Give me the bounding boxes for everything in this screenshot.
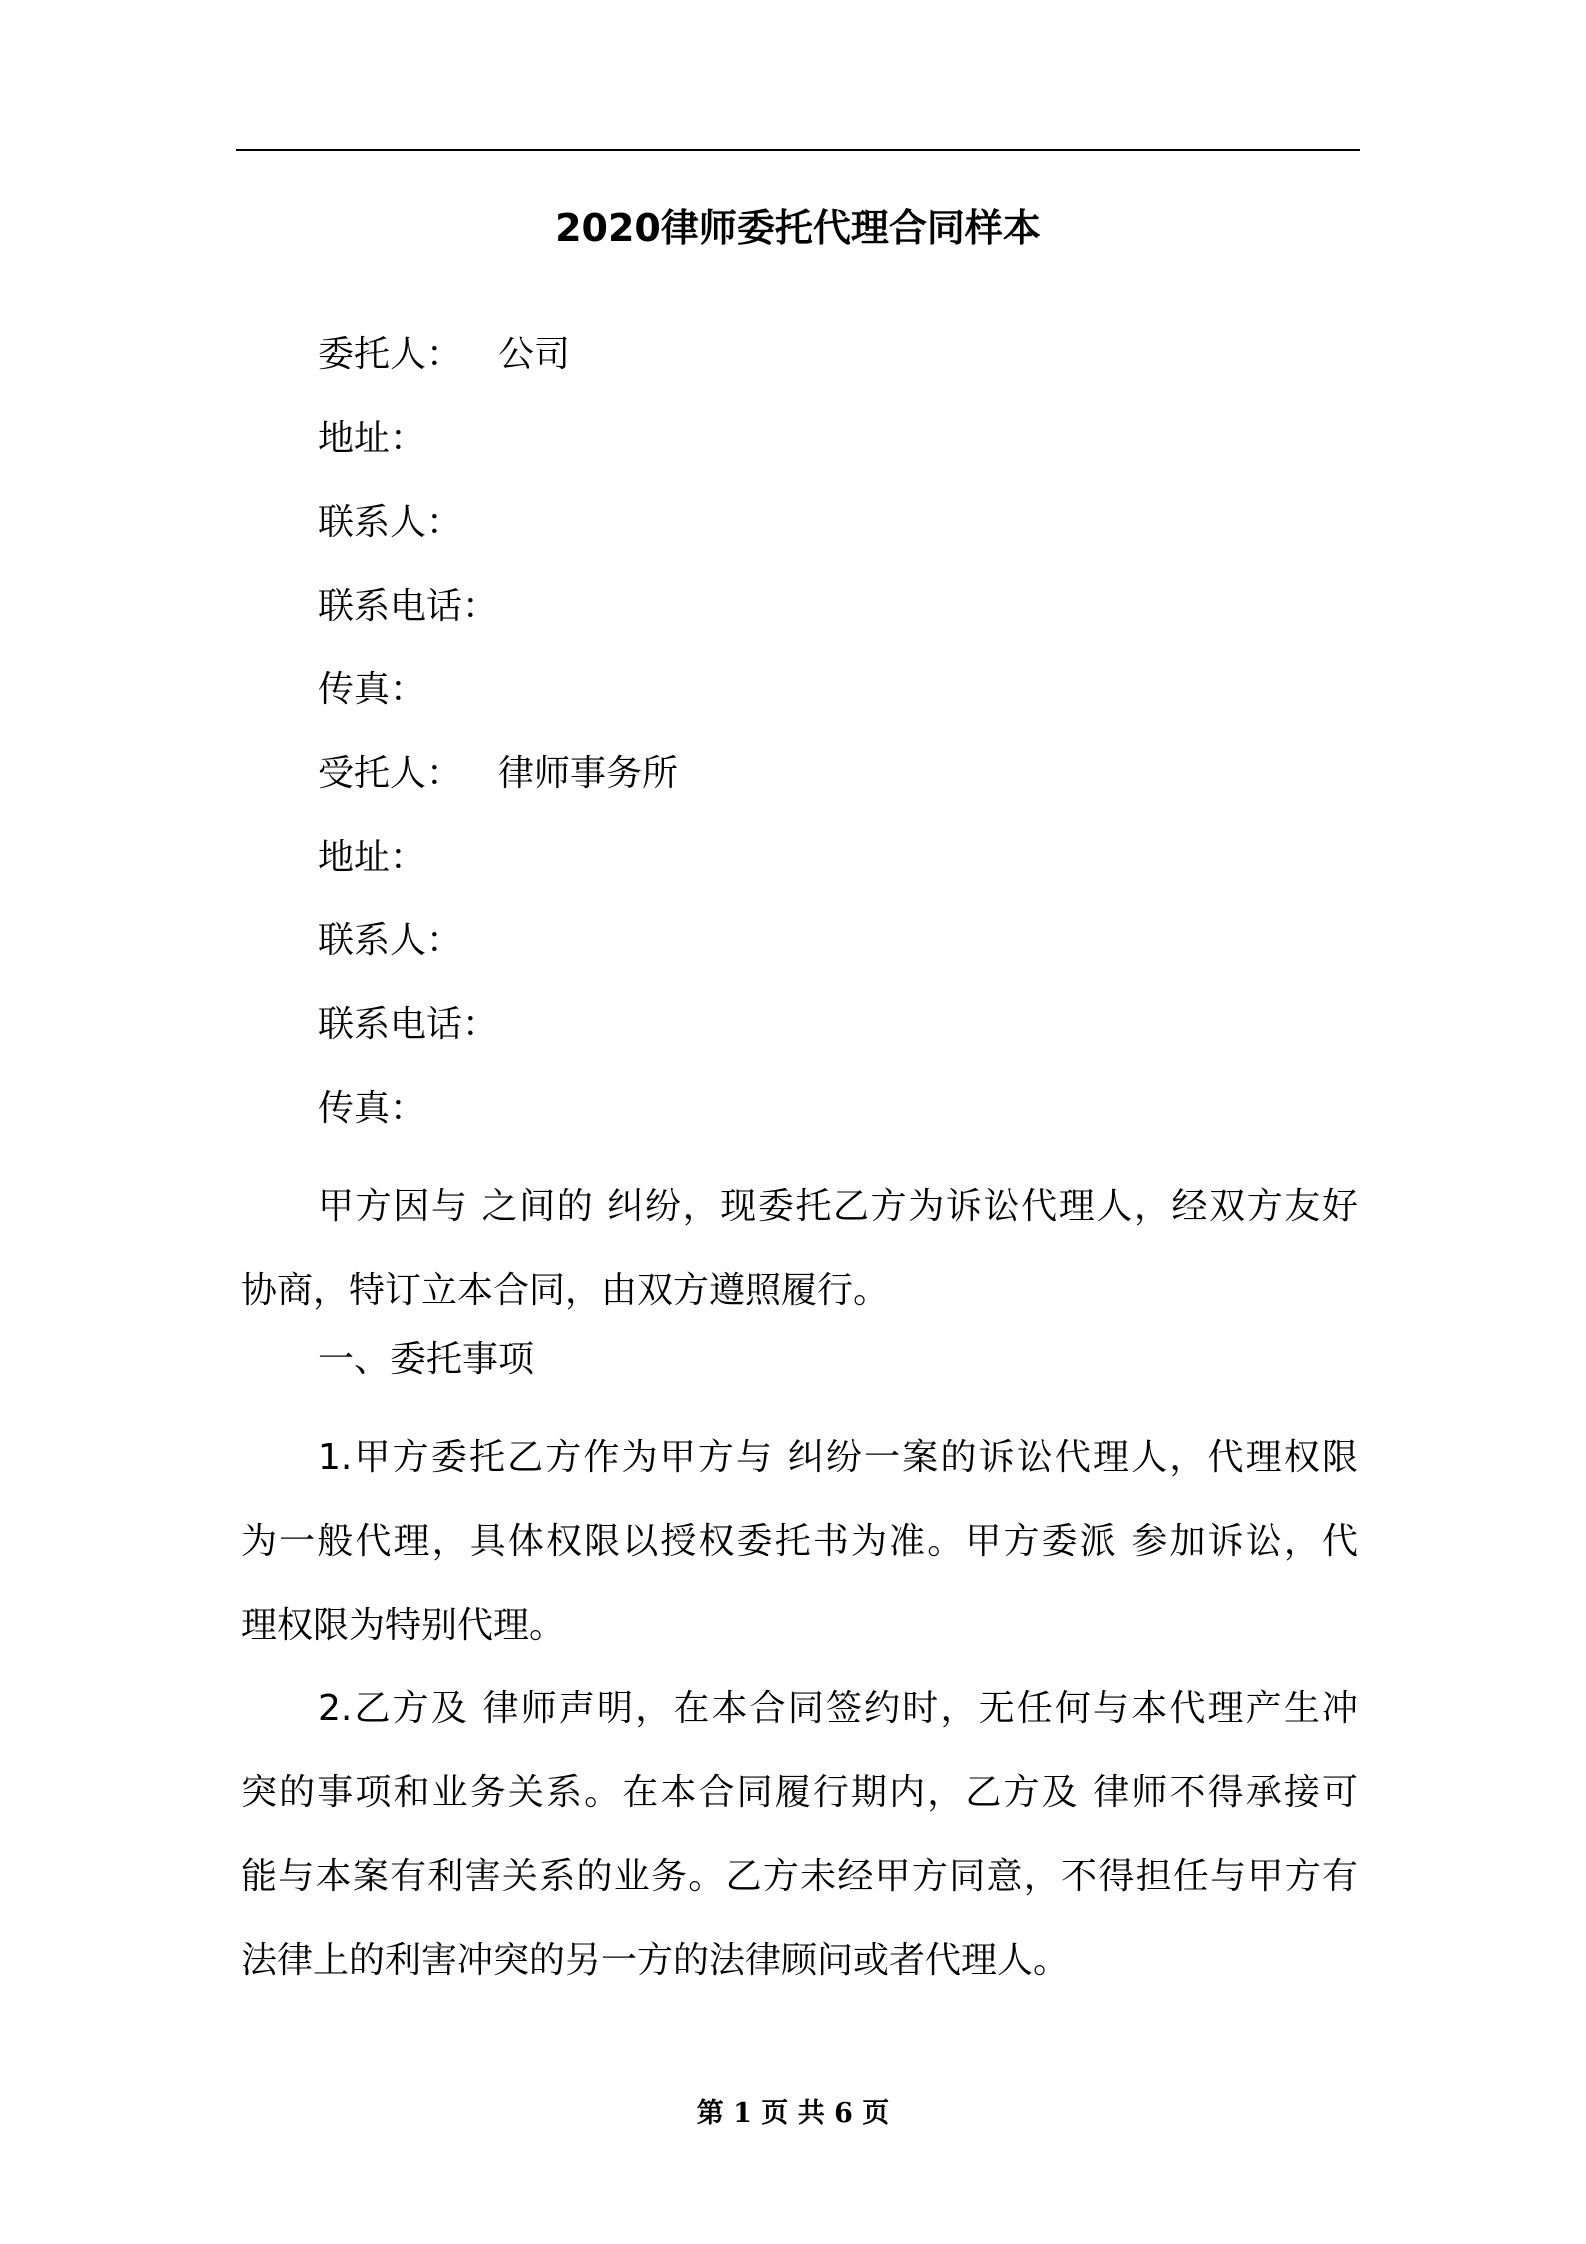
document-title: 2020律师委托代理合同样本 [555,206,1041,250]
preamble-line: 甲方因与 之间的 纠纷，现委托乙方为诉讼代理人，经双方友好 [318,1186,1358,1227]
clause-1-line: 理权限为特别代理。 [241,1605,566,1646]
preamble-paragraph [241,1165,1358,1333]
agent-phone-label: 联系电话： [318,1004,499,1045]
agent-value: 律师事务所 [498,753,679,794]
agent-label: 受托人： [318,753,463,794]
clause-2-line: 2.乙方及 律师声明，在本合同签约时，无任何与本代理产生冲 [318,1688,1358,1729]
agent-fax-label: 传真： [318,1088,427,1129]
clause-1-line: 为一般代理，具体权限以授权委托书为准。甲方委派 参加诉讼，代 [241,1521,1358,1562]
agent-contact-label: 联系人： [318,920,463,961]
client-address-label: 地址： [318,418,427,459]
clause-2-line: 突的事项和业务关系。在本合同履行期内，乙方及 律师不得承接可 [241,1772,1358,1813]
clause-2-line: 能与本案有利害关系的业务。乙方未经甲方同意，不得担任与甲方有 [241,1856,1358,1897]
section-heading: 一、委托事项 [318,1339,535,1380]
client-fax-label: 传真： [318,669,427,710]
page-number: 第 1 页 共 6 页 [696,2098,890,2129]
clause-1-line: 1.甲方委托乙方作为甲方与 纠纷一案的诉讼代理人，代理权限 [318,1437,1358,1478]
client-phone-label: 联系电话： [318,586,499,627]
client-label: 委托人： [318,334,463,375]
agent-line [318,746,678,802]
client-value: 公司 [498,334,571,375]
preamble-line: 协商，特订立本合同，由双方遵照履行。 [241,1270,890,1311]
clause-2-line: 法律上的利害冲突的另一方的法律顾问或者代理人。 [241,1940,1070,1981]
clause-1-paragraph [241,1416,1358,1668]
header-rule [236,149,1360,151]
agent-address-label: 地址： [318,837,427,878]
client-line [318,327,570,383]
client-contact-label: 联系人： [318,502,463,543]
clause-2-paragraph [241,1667,1358,2003]
